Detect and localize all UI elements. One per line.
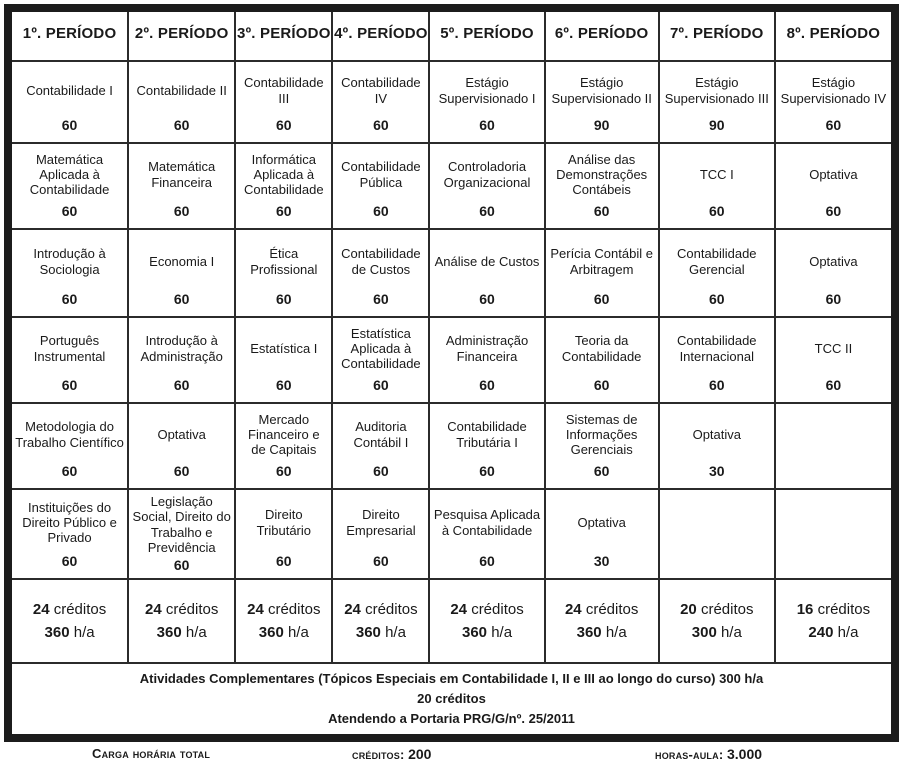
course-hours: 60 [61, 377, 78, 393]
course-cell [333, 62, 430, 144]
complementary-activities-line3: Atendendo a Portaria PRG/G/nº. 25/2011 [328, 711, 575, 727]
course-cell [660, 62, 776, 144]
course-name: Optativa [577, 514, 626, 530]
course-cell [776, 490, 891, 580]
course-hours: 60 [709, 377, 725, 393]
course-hours: 60 [173, 463, 190, 479]
course-cell [12, 318, 129, 404]
course-name: Optativa [809, 253, 858, 269]
course-name [776, 404, 891, 477]
total-hours-suffix: h/a [185, 624, 207, 641]
course-hours: 60 [825, 377, 842, 393]
course-name: Administração Financeira [445, 333, 529, 364]
course-hours: 30 [709, 463, 725, 479]
course-cell [129, 490, 236, 580]
course-name: Legislação Social, Direito do Trabalho e Previdência [132, 494, 231, 555]
period-header-4: 4º. PERÍODO [333, 12, 430, 62]
total-credits-value: 24 [564, 600, 582, 618]
course-hours: 60 [276, 291, 292, 307]
period-total [776, 580, 891, 664]
course-hours: 60 [709, 291, 725, 307]
course-hours: 60 [479, 117, 495, 133]
total-credits-suffix: créditos [471, 600, 524, 618]
period-total [430, 580, 545, 664]
course-hours: 60 [61, 463, 78, 479]
total-hours-suffix: h/a [385, 624, 406, 641]
course-name: Optativa [809, 166, 858, 182]
course-cell [430, 230, 545, 318]
course-hours: 60 [61, 117, 78, 133]
course-hours: 60 [593, 377, 610, 393]
total-hours-suffix: h/a [837, 624, 859, 641]
course-name: Introdução à Administração [140, 333, 223, 364]
total-hours-suffix: h/a [605, 624, 627, 641]
course-cell [129, 318, 236, 404]
complementary-activities-line2: 20 créditos [417, 690, 486, 706]
course-cell [333, 490, 430, 580]
creditos-total [352, 746, 431, 762]
period-total [12, 580, 129, 664]
total-hours-suffix: h/a [73, 624, 95, 641]
curriculum-grid-table [4, 4, 899, 742]
period-total [236, 580, 333, 664]
course-hours: 60 [709, 203, 725, 219]
course-name: Informática Aplicada à Contabilidade [244, 151, 324, 198]
total-credits-value: 16 [796, 600, 814, 618]
total-credits-value: 24 [450, 600, 468, 618]
course-hours: 60 [373, 463, 389, 479]
course-cell [333, 144, 430, 230]
period-total [546, 580, 660, 664]
course-name: Estágio Supervisionado IV [780, 75, 887, 106]
period-header-5: 5º. PERÍODO [430, 12, 545, 62]
total-hours-value: 360 [258, 624, 284, 641]
period-header-1: 1º. PERÍODO [12, 12, 129, 62]
course-cell [546, 230, 660, 318]
total-credits-suffix: créditos [365, 600, 418, 618]
total-hours-value: 240 [808, 624, 834, 641]
course-hours: 60 [593, 463, 610, 479]
course-hours: 90 [709, 117, 725, 133]
course-cell [12, 490, 129, 580]
course-cell [333, 404, 430, 490]
course-name: Estágio Supervisionado I [438, 75, 536, 106]
total-hours-value: 360 [44, 624, 70, 641]
course-hours: 60 [173, 203, 190, 219]
course-name: Ética Profissional [250, 246, 318, 277]
course-cell [546, 62, 660, 144]
course-name: Análise das Demonstrações Contábeis [556, 151, 648, 198]
total-credits-suffix: créditos [165, 600, 219, 618]
period-header-2: 2º. PERÍODO [129, 12, 236, 62]
course-hours: 60 [173, 377, 190, 393]
total-credits-value: 24 [32, 600, 50, 618]
horas-aula-label: horas-aula: [655, 747, 724, 762]
course-cell [776, 62, 891, 144]
course-name: Estágio Supervisionado II [551, 75, 652, 106]
course-name: Controladoria Organizacional [443, 159, 531, 190]
course-cell [776, 404, 891, 490]
course-cell [12, 404, 129, 490]
course-hours: 60 [61, 553, 78, 569]
total-credits-value: 24 [144, 600, 162, 618]
course-name: Sistemas de Informações Gerenciais [565, 411, 638, 458]
course-cell [333, 230, 430, 318]
course-name [776, 490, 891, 567]
course-hours: 60 [373, 377, 389, 393]
course-name: Optativa [157, 426, 206, 442]
course-hours: 60 [479, 291, 495, 307]
course-name: Contabilidade Internacional [677, 333, 757, 364]
total-credits-suffix: créditos [53, 600, 107, 618]
course-name: Introdução à Sociologia [33, 246, 106, 277]
course-hours: 60 [593, 291, 610, 307]
course-hours: 60 [479, 463, 495, 479]
total-hours-value: 300 [691, 624, 717, 641]
course-cell [430, 490, 545, 580]
total-hours-suffix: h/a [491, 624, 513, 641]
course-name: Estatística I [250, 340, 318, 356]
course-cell [546, 318, 660, 404]
course-name: Mercado Financeiro e de Capitais [248, 411, 320, 458]
period-header-8: 8º. PERÍODO [776, 12, 891, 62]
total-hours-value: 360 [462, 624, 488, 641]
course-name: Direito Empresarial [346, 507, 416, 538]
course-name: Contabilidade I [26, 82, 113, 98]
course-name: Contabilidade II [136, 82, 227, 98]
course-hours: 60 [479, 553, 495, 569]
course-cell [776, 230, 891, 318]
total-credits-value: 24 [247, 600, 264, 618]
course-name: TCC II [814, 340, 853, 356]
course-cell [430, 318, 545, 404]
course-cell [660, 144, 776, 230]
course-name: Metodologia do Trabalho Científico [15, 419, 124, 450]
complementary-activities-line1: Atividades Complementares (Tópicos Especiais em Contabilidade I, II e III ao longo do curso) 300 h/a [139, 670, 764, 686]
total-credits-value: 20 [680, 600, 697, 618]
course-name: Pesquisa Aplicada à Contabilidade [433, 507, 541, 538]
course-name: Instituições do Direito Público e Privado [22, 499, 117, 546]
course-hours: 60 [276, 203, 292, 219]
course-cell [236, 144, 333, 230]
total-hours-value: 360 [156, 624, 182, 641]
course-cell [660, 404, 776, 490]
total-credits-suffix: créditos [817, 600, 871, 618]
course-name: Matemática Financeira [148, 159, 216, 190]
course-hours: 60 [173, 291, 190, 307]
horas-aula-total [655, 746, 762, 762]
course-cell [12, 230, 129, 318]
course-hours: 60 [825, 291, 842, 307]
course-cell [236, 490, 333, 580]
course-hours: 60 [479, 203, 495, 219]
complementary-activities-note [12, 664, 891, 734]
course-name: Análise de Custos [434, 253, 540, 269]
course-name: Contabilidade IV [341, 75, 421, 106]
course-name: TCC I [699, 166, 734, 182]
course-cell [776, 318, 891, 404]
course-hours: 60 [173, 557, 190, 574]
course-hours [660, 567, 774, 578]
course-hours: 60 [61, 291, 78, 307]
course-name: Contabilidade de Custos [341, 246, 421, 277]
period-total [333, 580, 430, 664]
total-hours-suffix: h/a [287, 624, 309, 641]
course-hours: 60 [276, 377, 292, 393]
course-name: Contabilidade Gerencial [677, 246, 757, 277]
course-cell [660, 318, 776, 404]
course-hours: 60 [373, 117, 389, 133]
course-name: Contabilidade Tributária I [447, 419, 527, 450]
course-hours: 60 [276, 553, 292, 569]
total-hours-value: 360 [576, 624, 602, 641]
total-credits-suffix: créditos [700, 600, 754, 618]
summary-line [0, 746, 903, 767]
course-cell [776, 144, 891, 230]
course-hours: 60 [825, 203, 842, 219]
course-cell [430, 144, 545, 230]
course-name: Auditoria Contábil I [353, 419, 409, 450]
course-cell [12, 144, 129, 230]
course-hours: 90 [593, 117, 610, 133]
period-total [660, 580, 776, 664]
course-name: Optativa [692, 426, 741, 442]
course-cell [129, 144, 236, 230]
course-hours: 60 [479, 377, 495, 393]
course-cell [430, 404, 545, 490]
course-cell [129, 62, 236, 144]
course-name: Estatística Aplicada à Contabilidade [341, 325, 421, 372]
course-cell [546, 490, 660, 580]
course-cell [236, 62, 333, 144]
course-hours: 60 [373, 291, 389, 307]
course-name: Teoria da Contabilidade [561, 333, 642, 364]
course-name [660, 490, 774, 567]
course-cell [430, 62, 545, 144]
course-hours: 60 [825, 117, 842, 133]
total-hours-suffix: h/a [720, 624, 742, 641]
period-header-7: 7º. PERÍODO [660, 12, 776, 62]
course-hours: 60 [61, 203, 78, 219]
course-cell [12, 62, 129, 144]
period-header-3: 3º. PERÍODO [236, 12, 333, 62]
course-hours: 60 [593, 203, 610, 219]
total-hours-value: 360 [355, 624, 381, 641]
total-credits-value: 24 [344, 600, 361, 618]
course-cell [333, 318, 430, 404]
course-hours: 30 [593, 553, 610, 569]
course-hours: 60 [173, 117, 190, 133]
course-cell [546, 144, 660, 230]
course-cell [236, 318, 333, 404]
course-name: Contabilidade Pública [341, 159, 421, 190]
course-hours: 60 [276, 463, 292, 479]
creditos-label: créditos: [352, 747, 405, 762]
course-name: Perícia Contábil e Arbitragem [550, 246, 653, 277]
course-hours: 60 [373, 553, 389, 569]
total-credits-suffix: créditos [585, 600, 639, 618]
course-hours [776, 477, 891, 488]
period-header-6: 6º. PERÍODO [546, 12, 660, 62]
course-name: Economia I [149, 253, 215, 269]
course-name: Matemática Aplicada à Contabilidade [29, 151, 110, 198]
creditos-value: 200 [408, 746, 432, 762]
course-cell [660, 230, 776, 318]
carga-horaria-total-label: Carga horária total [92, 746, 211, 761]
course-name: Estágio Supervisionado III [664, 75, 769, 106]
course-cell [129, 230, 236, 318]
course-hours [776, 567, 891, 578]
horas-aula-value: 3.000 [726, 746, 763, 762]
course-name: Direito Tributário [256, 507, 312, 538]
course-cell [660, 490, 776, 580]
course-hours: 60 [373, 203, 389, 219]
course-cell [129, 404, 236, 490]
course-name: Contabilidade III [244, 75, 324, 106]
course-hours: 60 [276, 117, 292, 133]
course-name: Português Instrumental [33, 333, 106, 364]
course-cell [236, 404, 333, 490]
total-credits-suffix: créditos [267, 600, 321, 618]
course-cell [546, 404, 660, 490]
period-total [129, 580, 236, 664]
course-cell [236, 230, 333, 318]
